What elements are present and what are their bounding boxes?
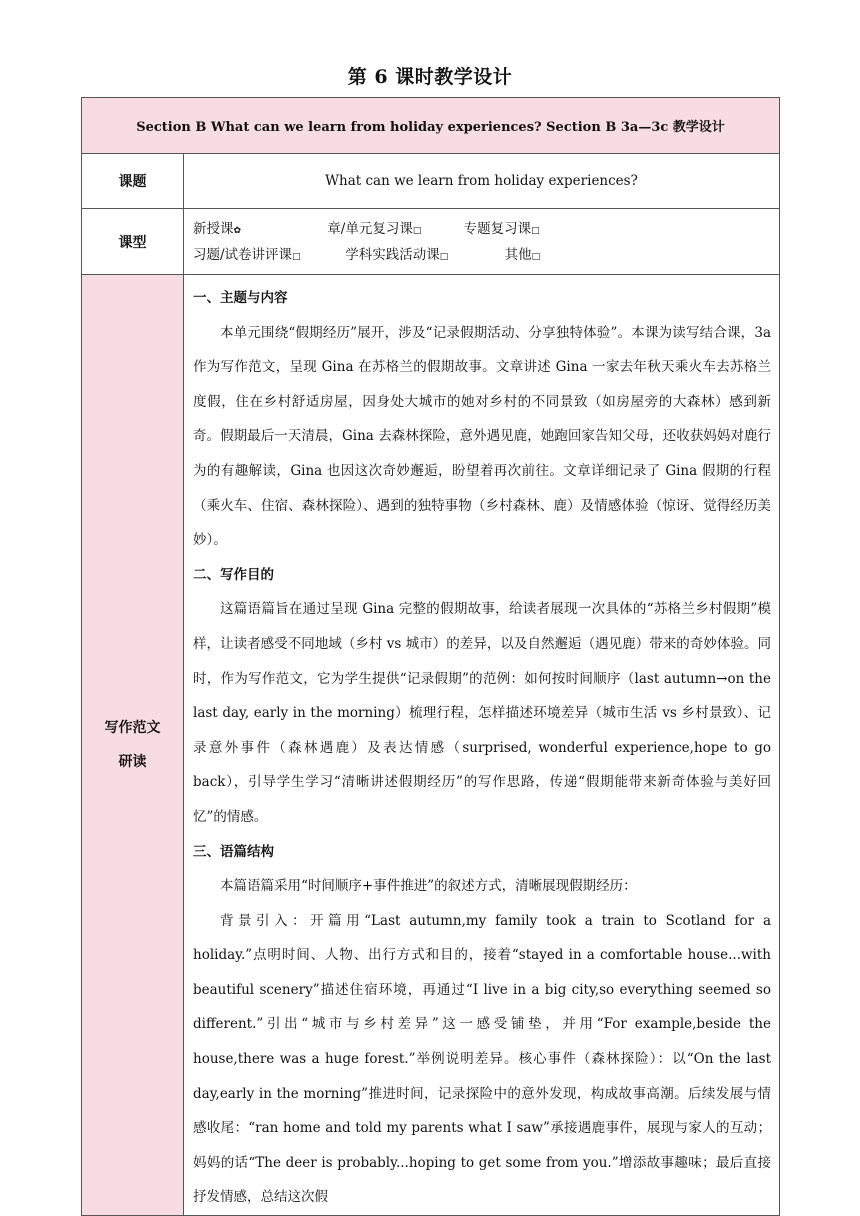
lesson-type-option-unit-review: 章/单元复习课□ <box>327 216 459 244</box>
checkbox-icon: □ <box>531 251 541 262</box>
analysis-content <box>184 275 780 1216</box>
paragraph-theme: 本单元围绕“假期经历”展开，涉及“记录假期活动、分享独特体验”。本课为读写结合课，3a 作为写作范文，呈现 Gina 在苏格兰的假期故事。文章讲述 Gina 一家去年秋天乘火车去苏格兰度假，住在乡村舒适房屋，因身处大城市的她对乡村的不同景致（如房屋旁的大森林）感到新奇。假期最后一天清晨，Gina 去森林探险，意外遇见鹿，她跑回家告知父母，还收获妈妈对鹿行为的有趣解读，Gina 也因这次奇妙邂逅，盼望着再次前往。文章详细记录了 Gina 假期的行程（乘火车、住宿、森林探险）、遇到的独特事物（乡村森林、鹿）及情感体验（惊讶、觉得经历美妙）。 <box>193 324 771 549</box>
lesson-type-option-topic-review: 专题复习课□ <box>464 216 540 244</box>
topic-value: What can we learn from holiday experiences? <box>184 154 780 209</box>
lesson-design-table <box>81 97 780 1216</box>
section-header: Section B What can we learn from holiday experiences? Section B 3a—3c 教学设计 <box>82 98 780 154</box>
lesson-type-option-practice: 学科实践活动课□ <box>345 242 500 270</box>
lesson-type-label: 课型 <box>82 209 184 275</box>
lesson-type-option-other: 其他□ <box>505 242 541 270</box>
paragraph-purpose: 这篇语篇旨在通过呈现 Gina 完整的假期故事，给读者展现一次具体的“苏格兰乡村假期”模样，让读者感受不同地域（乡村 vs 城市）的差异，以及自然邂逅（遇见鹿）带来的奇妙体验。同时，作为写作范文，它为学生提供“记录假期”的范例：如何按时间顺序（last autumn→on the last day, early in the morning）梳理行程，怎样描述环境差异（城市生活 vs 乡村景致）、记录意外事件（森林遇鹿）及表达情感（surprised, wonderful experience,hope to go back），引导学生学习“清晰讲述假期经历”的写作思路，传递“假期能带来新奇体验与美好回忆”的情感。 <box>193 601 771 825</box>
paragraph-structure-detail: 背景引入：开篇用“Last autumn,my family took a train to Scotland for a holiday.”点明时间、人物、出行方式和目的，接着“stayed in a comfortable house...with beautiful scenery”描述住宿环境，再通过“I live in a big city,so everything seemed so different.”引出“城市与乡村差异”这一感受铺垫，并用“For example,beside the house,there was a huge forest.”举例说明差异。核心事件（森林探险）：以“On the last day,early in the morning”推进时间，记录探险中的意外发现，构成故事高潮。后续发展与情感收尾：“ran home and told my parents what I saw”承接遇鹿事件，展现与家人的互动；妈妈的话“The deer is probably...hoping to get some from you.”增添故事趣味；最后直接抒发情感，总结这次假 <box>193 912 771 1206</box>
lesson-type-option-new: 新授课✿ <box>193 216 323 244</box>
checkbox-icon: □ <box>531 225 540 236</box>
analysis-label: 写作范文 研读 <box>82 275 184 1216</box>
topic-label: 课题 <box>82 154 184 209</box>
lesson-type-option-exercise: 习题/试卷讲评课□ <box>193 242 341 270</box>
checkbox-icon: □ <box>292 251 301 262</box>
checkbox-icon: □ <box>439 251 449 262</box>
section-heading-structure: 三、语篇结构 <box>193 843 274 860</box>
paragraph-structure-intro: 本篇语篇采用“时间顺序+事件推进”的叙述方式，清晰展现假期经历： <box>220 878 637 895</box>
section-heading-purpose: 二、写作目的 <box>193 566 274 583</box>
checkbox-icon: □ <box>412 225 422 236</box>
lesson-type-options <box>184 209 780 275</box>
section-heading-theme: 一、主题与内容 <box>193 290 288 306</box>
flower-mark-icon: ✿ <box>233 225 242 236</box>
page-title: 第 6 课时教学设计 <box>347 66 513 88</box>
